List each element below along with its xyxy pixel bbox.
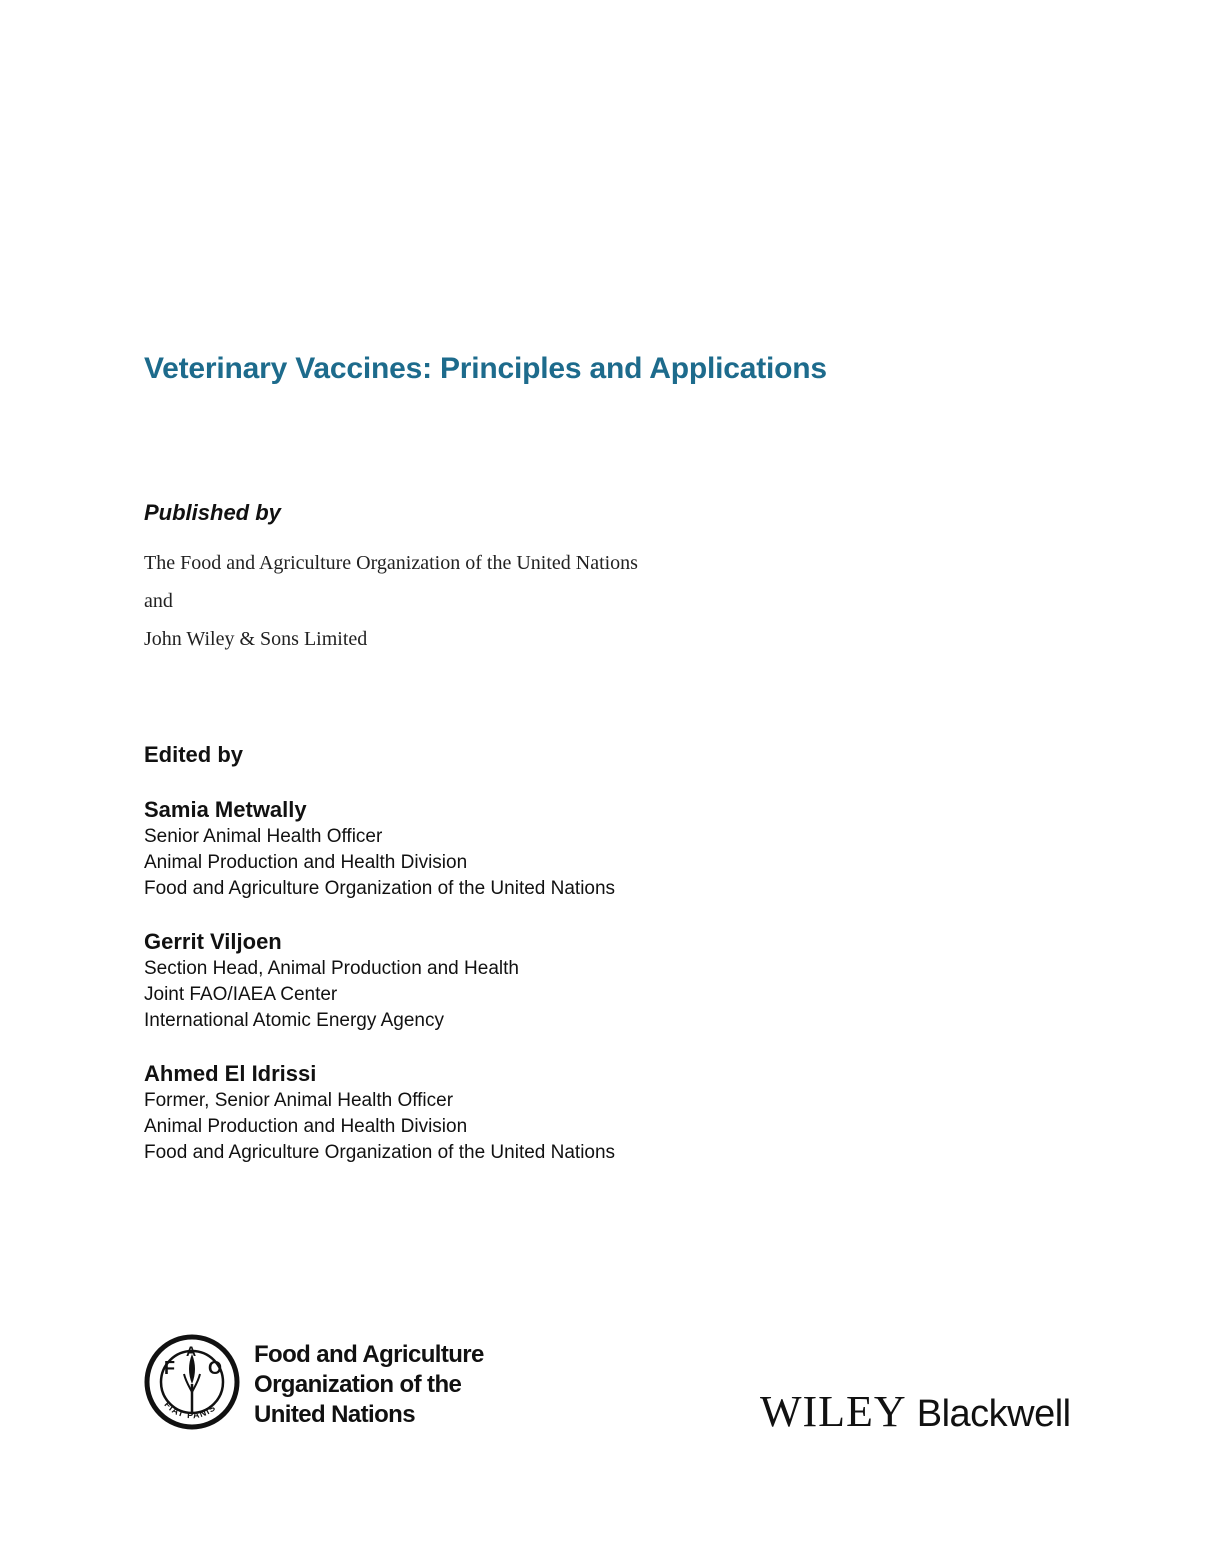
editor-name: Gerrit Viljoen xyxy=(144,929,282,954)
editor-affiliation: Section Head, Animal Production and Health xyxy=(144,958,519,979)
fao-emblem-icon xyxy=(144,1334,240,1430)
publisher-line-2: and xyxy=(144,590,173,612)
fao-motto-text: FIAT PANIS xyxy=(162,1399,218,1421)
editor-affiliation: Animal Production and Health Division xyxy=(144,1116,468,1137)
fao-emblem-letter-f: F xyxy=(164,1358,175,1378)
wiley-blackwell-logo xyxy=(760,1386,1071,1437)
publisher-line-1: The Food and Agriculture Organization of the United Nations xyxy=(144,552,638,574)
editor-affiliation: International Atomic Energy Agency xyxy=(144,1010,444,1031)
fao-name-line: United Nations xyxy=(254,1401,415,1428)
fao-motto xyxy=(162,1399,217,1420)
fao-name-line: Organization of the xyxy=(254,1371,462,1398)
fao-name xyxy=(254,1340,484,1430)
fao-emblem-letter-a: A xyxy=(186,1343,197,1359)
editor-affiliation: Joint FAO/IAEA Center xyxy=(144,984,338,1005)
blackwell-wordmark: Blackwell xyxy=(916,1393,1071,1435)
wiley-wordmark: WILEY xyxy=(760,1387,907,1436)
editor-affiliation: Food and Agriculture Organization of the United Nations xyxy=(144,878,616,899)
editor-name: Ahmed El Idrissi xyxy=(144,1061,317,1086)
book-title: Veterinary Vaccines: Principles and Applications xyxy=(144,352,827,385)
publisher-line-3: John Wiley & Sons Limited xyxy=(144,628,368,650)
edited-by-label: Edited by xyxy=(144,742,244,767)
editor-affiliation: Senior Animal Health Officer xyxy=(144,826,383,847)
editor-affiliation: Animal Production and Health Division xyxy=(144,852,468,873)
editor-affiliation: Food and Agriculture Organization of the United Nations xyxy=(144,1142,616,1163)
editor-name: Samia Metwally xyxy=(144,797,307,822)
editor-block xyxy=(144,1060,615,1166)
fao-name-line: Food and Agriculture xyxy=(254,1341,484,1368)
editor-block xyxy=(144,928,519,1034)
fao-emblem-letter-o: O xyxy=(208,1358,223,1378)
editor-block xyxy=(144,796,615,902)
editor-affiliation: Former, Senior Animal Health Officer xyxy=(144,1090,454,1111)
fao-logo xyxy=(144,1334,494,1434)
published-by-label: Published by xyxy=(144,500,281,525)
